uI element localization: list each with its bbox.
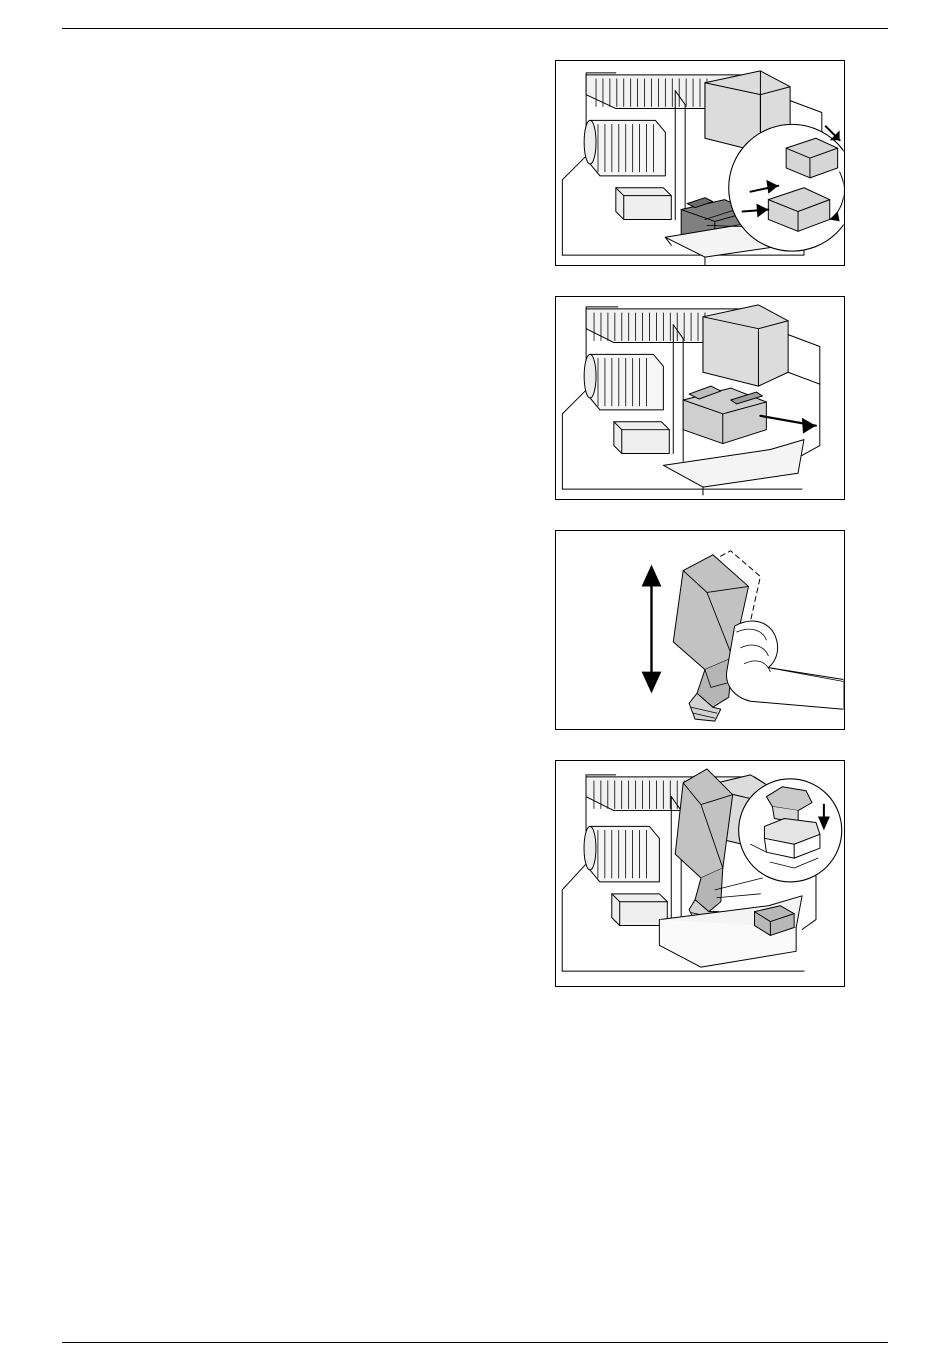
- footer-rule: [62, 1342, 888, 1343]
- figure-4-illustration: [556, 761, 844, 986]
- figure-4-toner-bottle-install: [555, 760, 845, 987]
- figure-3-illustration: [556, 531, 844, 729]
- figure-column: [555, 60, 845, 987]
- figure-2-illustration: [556, 297, 844, 499]
- figure-3-toner-bottle-shake: [555, 530, 845, 730]
- header-rule: [62, 28, 888, 29]
- figure-1-illustration: [556, 61, 844, 265]
- figure-2-toner-cartridge-removal: [555, 296, 845, 500]
- figure-1-toner-cartridge-latch-detail: [555, 60, 845, 266]
